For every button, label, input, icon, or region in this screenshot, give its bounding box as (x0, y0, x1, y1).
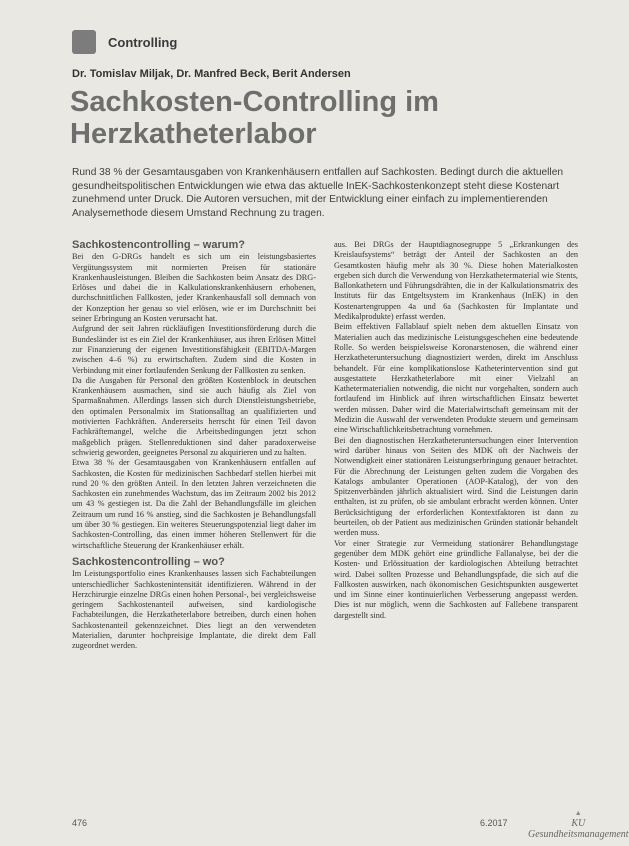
body-paragraph: Da die Ausgaben für Personal den größten Kostenblock in deutschen Krankenhäusern ausmachen, sind sie auch häufig als Ziel von Sparmaßnahmen. Allerdings lassen sich durch Dienstleistungsbetriebe, den optimalen Personalmix im Stationsalltag an qualifizierten und motivierten Fachkräften. Andererseits herrscht für einen Teil davon Fachkräftemangel, welche die Arbeitsbedingungen jetzt schon maßgeblich prägen. Stellenreduktionen sind daher paradoxerweise schwierig geworden, geeignetes Personal zu akquirieren und zu halten. (72, 375, 316, 457)
article-title (70, 86, 439, 150)
logo-icon: ▲ (574, 810, 582, 817)
authors: Dr. Tomislav Miljak, Dr. Manfred Beck, Berit Andersen (72, 68, 351, 80)
body-paragraph: Beim effektiven Fallablauf spielt neben dem aktuellen Einsatz von Materialien auch das medizinische Leistungsgeschehen eine bedeutende Rolle. So werden beispielsweise Koronarstenosen, die während einer Herzkatheteruntersuchung diagnostiziert werden, direkt im Anschluss behandelt. Für eine komplikationslose Katheterintervention sind gut ausgestattete Herzkatheterlabore mit einer Vielzahl an Kathetermaterialien notwendig, die nicht nur vorgehalten, sondern auch fortlaufend im Hinblick auf ihren wirtschaftlichen Einsatz bewertet werden müssen. Daher wird die Materialwirtschaft gemeinsam mit der Medizin die Auswahl der verwendeten Produkte steuern und gemeinsam eine Wirtschaftlichkeitsbetrachtung vornehmen. (334, 322, 578, 435)
right-column (334, 240, 578, 621)
section-heading-why: Sachkostencontrolling – warum? (72, 239, 245, 251)
section-heading-where: Sachkostencontrolling – wo? (72, 555, 225, 568)
left-column (72, 240, 316, 652)
body-paragraph: Vor einer Strategie zur Vermeidung stationärer Behandlungstage gegenüber dem MDK gehört eine gründliche Fallanalyse, bei der die Kosten- und Erlössituation der kardiologischen Abteilung betrachtet wird. Dabei sollten Prozesse und Behandlungspfade, die sich auf die Fallkosten auswirken, nach ökonomischen Gesichtspunkten ausgewertet und im Sinne einer kontinuierlichen Verbesserung angepasst werden. Dies ist nur möglich, wenn die Sachkosten auf Fallebene transparent dargestellt sind. (334, 538, 578, 620)
body-paragraph: Bei den G-DRGs handelt es sich um ein leistungsbasiertes Vergütungssystem mit normierten Preisen für stationäre Krankenhausleistungen. Bleiben die Sachkosten beim Ansatz des DRG-Erlöses und dabei die in Kalkulationskrankenhäusern erhobenen, durchschnittlichen Fallkosten, jeder Krankenhausfall soll demnach von der Konzeption her genau so viel erlösen, wie er im Durchschnitt bei seiner Erbringung an Kosten verursacht hat. (72, 252, 316, 324)
publication-logo (528, 810, 629, 840)
lead-paragraph: Rund 38 % der Gesamtausgaben von Krankenhäusern entfallen auf Sachkosten. Bedingt durch die aktuellen gesundheitspolitischen Entwicklungen wie etwa das aktuelle InEK-Sachkostenkonzept steht diese Kostenart zunehmend unter Druck. Die Autoren versuchen, mit der Entwicklung einer einfach zu implementierenden Analysemethode diesem Umstand Rechnung zu tragen. (72, 167, 564, 219)
title-line-2: Herzkatheterlabor (70, 118, 317, 150)
body-paragraph: aus. Bei DRGs der Hauptdiagnosegruppe 5 „Erkrankungen des Kreislaufsystems“ beträgt der Anteil der Sachkosten an den Gesamtkosten häufig mehr als 30 %. Diese hohen Materialkosten ergeben sich durch die Verwendung von Herzkathetermaterial wie Stents, Ballonkathetern und Führungsdrähten, die in der Kalkulationsmatrix des Instituts für das Entgeltsystem im Krankenhaus (InEK) in den Kostenartengruppen 4a und 6a (Sachkosten für Implantate und Medikalprodukte) erfasst werden. (334, 240, 578, 322)
body-paragraph: Aufgrund der seit Jahren rückläufigen Investitionsförderung durch die Bundesländer ist es ein Ziel der Krankenhäuser, aus ihren Erlösen Mittel zur Finanzierung der eigenen Investitionsfähigkeit (EBITDA-Margen zwischen 4–6 %) zu erwirtschaften. Zudem sind die Kosten in Verbindung mit einer fortlaufenden Senkung der Fallkosten zu senken. (72, 324, 316, 375)
issue-number: 6.2017 (480, 818, 508, 828)
body-paragraph: Etwa 38 % der Gesamtausgaben von Krankenhäusern entfallen auf Sachkosten, die Kosten für medizinischen Sachbedarf stellen hierbei mit rund 20 % den größten Anteil. In den letzten Jahren verzeichneten die Sachkosten ein zunehmendes Wachstum, das im Zeitraum 2002 bis 2012 um 43 % gestiegen ist. Da die Zahl der Behandlungsfälle im gleichen Zeitraum um rund 16 % anstieg, sind die Sachkosten je Behandlungsfall um über 30 % gestiegen. Ein weiteres Steuerungspotenzial liegt daher im Sachkosten-Controlling, das einen immer höheren Stellenwert für die wirtschaftliche Steuerung der Krankenhäuser erhält. (72, 458, 316, 550)
category-label: Controlling (108, 34, 178, 50)
category-tag (72, 30, 177, 54)
body-paragraph: Bei den diagnostischen Herzkatheteruntersuchungen einer Intervention wird darüber hinaus von Seiten des MDK oft der Nachweis der Notwendigkeit einer stationären Leistungserbringung genauer betrachtet. Für die Abrechnung der Leistungen gelten zudem die Vorgaben des Katalogs ambulanter Operationen (AOP-Katalog), der von den Spitzenverbänden jährlich aktualisiert wird. Sind die Leistungen darin enthalten, ist zu prüfen, ob sie ambulant erbracht werden können. Unter Berücksichtigung der erforderlichen Kontextfaktoren ist dann zu beurteilen, ob der Patient aus medizinischen Gründen stationär behandelt werden muss. (334, 435, 578, 538)
category-marker (72, 30, 96, 54)
page-number: 476 (72, 818, 88, 828)
logo-text: KU Gesundheitsmanagement (528, 818, 629, 840)
title-line-1: Sachkosten-Controlling im (70, 86, 439, 118)
body-paragraph: Im Leistungsportfolio eines Krankenhauses lassen sich Fachabteilungen unterschiedlicher Sachkostenintensität identifizieren. Während in der Herzchirurgie einzelne DRGs einen hohen Personal-, bei vergleichsweise geringem Sachkostenanteil aufweisen, sind kardiologische Fachabteilungen, die Herzkatheterlabore betreiben, durch einen hohen Sachkostenanteil gekennzeichnet. Dies liegt an den verwendeten Materialien, darunter hochpreisige Implantate, die direkt dem Fall zugeordnet werden. (72, 569, 316, 651)
